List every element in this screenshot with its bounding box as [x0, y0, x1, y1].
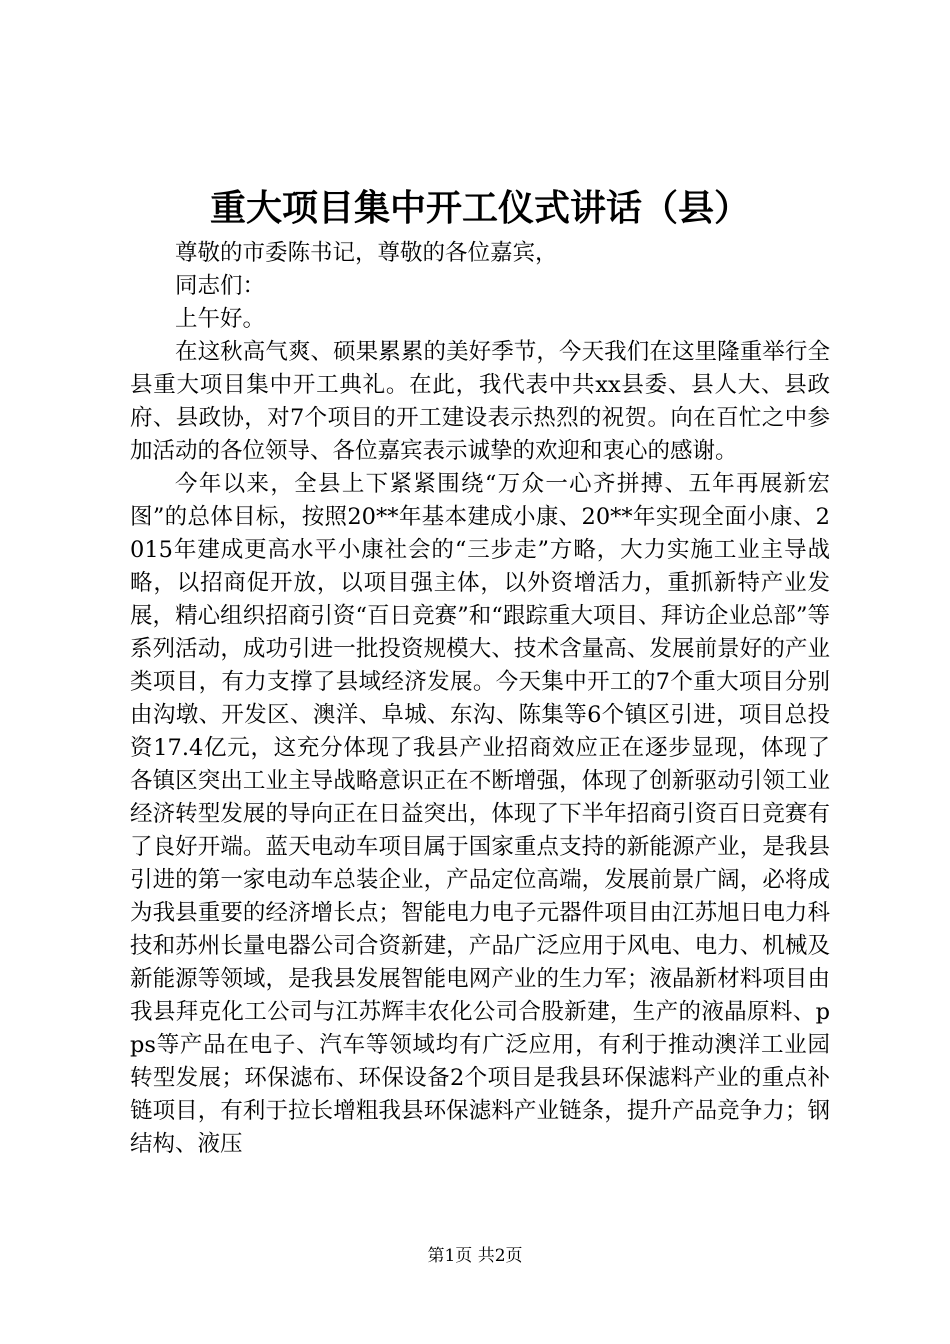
- salutation-paragraph: 尊敬的市委陈书记，尊敬的各位嘉宾，: [175, 240, 558, 266]
- document-body: [130, 237, 830, 1161]
- opening-paragraph: 在这秋高气爽、硕果累累的美好季节，今天我们在这里隆重举行全县重大项目集中开工典礼。在此，我代表中共xx县委、县人大、县政府、县政协，对7个项目的开工建设表示热烈的祝贺。向在百忙之中参加活动的各位领导、各位嘉宾表示诚挚的欢迎和衷心的感谢。: [130, 339, 830, 464]
- greeting-paragraph: 上午好。: [175, 306, 266, 332]
- document-title: 重大项目集中开工仪式讲话（县）: [209, 187, 750, 229]
- salutation-comrades: 同志们：: [175, 273, 266, 299]
- main-paragraph: 今年以来，全县上下紧紧围绕“万众一心齐拼搏、五年再展新宏图”的总体目标，按照20**年基本建成小康、20**年实现全面小康、2015年建成更高水平小康社会的“三步走”方略，大力实施工业主导战略，以招商促开放，以项目强主体，以外资增活力，重抓新特产业发展，精心组织招商引资“百日竞赛”和“跟踪重大项目、拜访企业总部”等系列活动，成功引进一批投资规模大、技术含量高、发展前景好的产业类项目，有力支撑了县域经济发展。今天集中开工的7个重大项目分别由沟墩、开发区、澳洋、阜城、东沟、陈集等6个镇区引进，项目总投资17.4亿元，这充分体现了我县产业招商效应正在逐步显现，体现了各镇区突出工业主导战略意识正在不断增强，体现了创新驱动引领工业经济转型发展的导向正在日益突出，体现了下半年招商引资百日竞赛有了良好开端。蓝天电动车项目属于国家重点支持的新能源产业，是我县引进的第一家电动车总装企业，产品定位高端，发展前景广阔，必将成为我县重要的经济增长点；智能电力电子元器件项目由江苏旭日电力科技和苏州长量电器公司合资新建，产品广泛应用于风电、电力、机械及新能源等领域，是我县发展智能电网产业的生力军；液晶新材料项目由我县拜克化工公司与江苏辉丰农化公司合股新建，生产的液晶原料、pps等产品在电子、汽车等领域均有广泛应用，有利于推动澳洋工业园转型发展；环保滤布、环保设备2个项目是我县环保滤料产业的重点补链项目，有利于拉长增粗我县环保滤料产业链条，提升产品竞争力；钢结构、液压: [130, 471, 830, 1157]
- page-footer: 第1页 共2页: [427, 1246, 523, 1266]
